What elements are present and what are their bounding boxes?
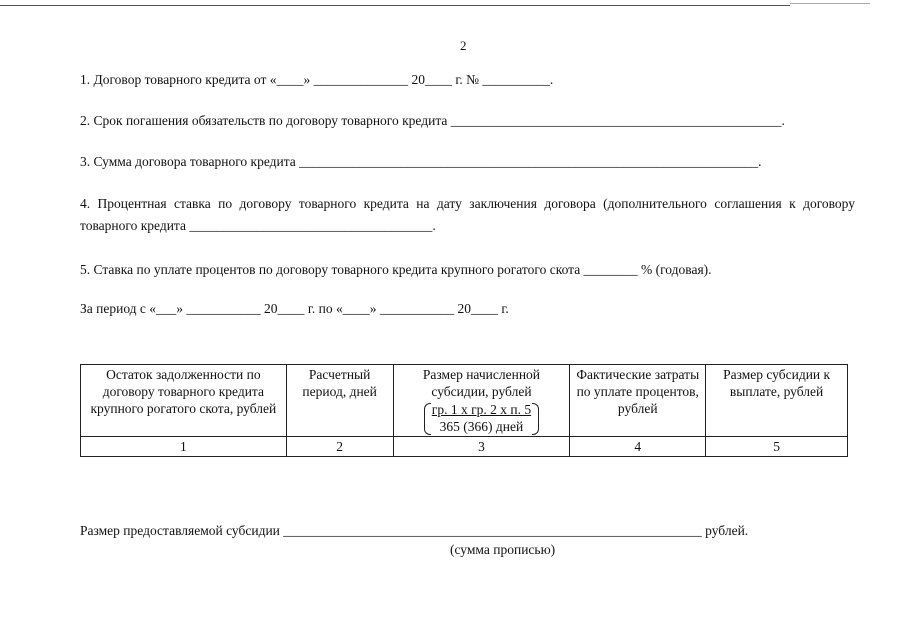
header-debt-balance: Остаток задолженности по договору товарного кредита крупного рогатого скота, рублей bbox=[81, 365, 287, 437]
right-brace bbox=[532, 403, 539, 435]
left-brace bbox=[424, 403, 431, 435]
item-5-rate-payment: 5. Ставка по уплате процентов по договору товарного кредита крупного рогатого скота ________ % (годовая). bbox=[80, 262, 712, 277]
page-number: 2 bbox=[460, 38, 467, 53]
item-4-interest-rate: 4. Процентная ставка по договору товарного кредита на дату заключения договора (дополнительного соглашения к договору товарного кредита ____________________________________. bbox=[80, 196, 855, 233]
item-3-agreement-sum: 3. Сумма договора товарного кредита ____________________________________________________________________. bbox=[80, 154, 762, 169]
item-2-repayment-term: 2. Срок погашения обязательств по договору товарного кредита _________________________________________________. bbox=[80, 113, 785, 128]
formula-denominator: 365 (366) дней bbox=[439, 419, 524, 434]
period-line: За период с «___» ___________ 20____ г. по «____» ___________ 20____ г. bbox=[80, 301, 509, 316]
col-number-2: 2 bbox=[286, 437, 393, 457]
formula bbox=[424, 401, 539, 435]
top-rule-faint bbox=[790, 3, 870, 4]
header-subsidy-payable: Размер субсидии к выплате, рублей bbox=[706, 365, 848, 437]
subsidy-table bbox=[80, 364, 848, 457]
top-rule bbox=[0, 5, 790, 6]
col-number-1: 1 bbox=[81, 437, 287, 457]
col-number-3: 3 bbox=[393, 437, 570, 457]
subsidy-amount-line: Размер предоставляемой субсидии ______________________________________________________________ рублей. bbox=[80, 523, 749, 538]
table-number-row bbox=[81, 437, 848, 457]
header-period-days: Расчетный период, дней bbox=[286, 365, 393, 437]
header-accrued-subsidy bbox=[393, 365, 570, 437]
col-number-4: 4 bbox=[570, 437, 706, 457]
formula-numerator: гр. 1 x гр. 2 x п. 5 bbox=[431, 402, 532, 417]
table-header-row bbox=[81, 365, 848, 437]
subsidy-amount-caption: (сумма прописью) bbox=[450, 542, 556, 557]
item-1-credit-agreement: 1. Договор товарного кредита от «____» ______________ 20____ г. № __________. bbox=[80, 72, 554, 87]
header-actual-costs: Фактические затраты по уплате процентов, рублей bbox=[570, 365, 706, 437]
col-number-5: 5 bbox=[706, 437, 848, 457]
header-accrued-subsidy-label: Размер начисленной субсидии, рублей bbox=[422, 367, 541, 399]
